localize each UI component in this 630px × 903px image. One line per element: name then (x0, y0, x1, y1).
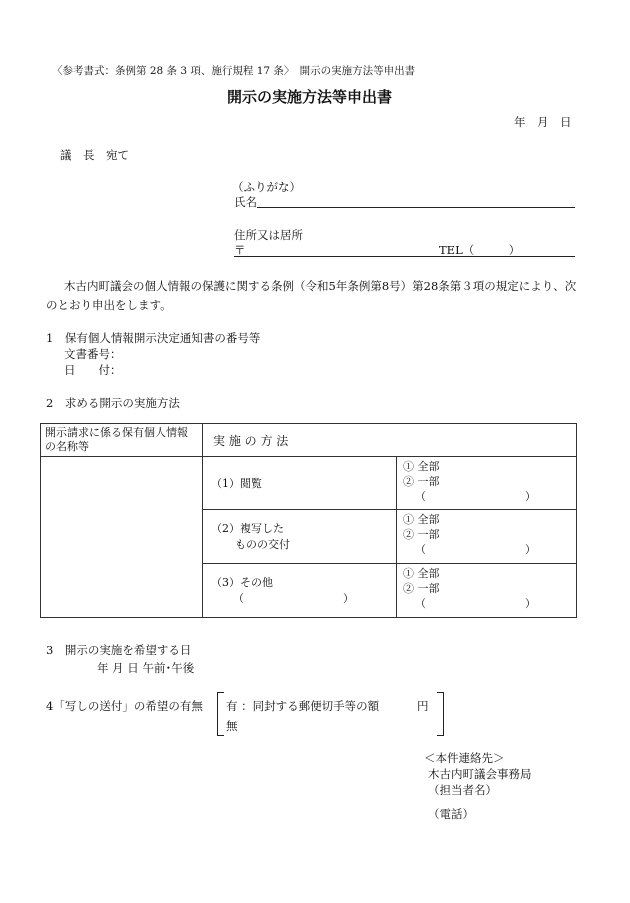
option-detail[interactable]: （ ） (415, 543, 536, 556)
postal-mark: 〒 (234, 243, 246, 257)
tel-label: TEL（ ） (439, 243, 521, 257)
document-title: 開示の実施方法等申出書 (227, 88, 393, 106)
name-underline (257, 207, 575, 208)
name-label: 氏名 (234, 195, 257, 209)
yen-unit: 円 (417, 699, 429, 713)
method-1-label: （1）閲覧 (211, 477, 262, 490)
option-detail[interactable]: （ ） (415, 597, 536, 610)
option-all[interactable]: ① 全部 (403, 460, 440, 473)
method-3-label: （3）その他 (211, 575, 273, 589)
info-name-cell[interactable] (41, 457, 203, 618)
method-2-cell (203, 510, 397, 564)
method-2-label: （2）複写した (211, 521, 284, 535)
bracket-left (217, 692, 224, 736)
method-2-label-2: ものの交付 (235, 537, 290, 551)
send-no-option[interactable]: 無 (226, 719, 238, 733)
contact-phone: （電話） (428, 807, 474, 821)
contact-person: （担当者名） (428, 783, 497, 797)
option-part[interactable]: ② 一部 (403, 528, 440, 541)
option-part[interactable]: ② 一部 (403, 475, 440, 488)
info-name-header: 開示請求に係る保有個人情報の名称等 (41, 424, 203, 457)
method-3-cell (203, 564, 397, 618)
desired-date[interactable]: 年 月 日 午前･午後 (97, 661, 195, 675)
bracket-right (437, 692, 444, 736)
section3-heading: 3 開示の実施を希望する日 (46, 643, 192, 657)
method-table (40, 423, 577, 618)
furigana-label: （ふりがな） (232, 180, 301, 194)
date-field: 年 月 日 (514, 115, 572, 129)
section4-heading: 4「写しの送付」の希望の有無 (46, 699, 203, 713)
method-1-cell (203, 457, 397, 510)
method-1-options[interactable] (397, 457, 577, 510)
contact-label: ＜本件連絡先＞ (424, 751, 505, 765)
addressee: 議 長 宛て (60, 148, 129, 162)
method-3-options[interactable] (397, 564, 577, 618)
option-all[interactable]: ① 全部 (403, 567, 440, 580)
contact-office: 木古内町議会事務局 (428, 767, 532, 781)
option-all[interactable]: ① 全部 (403, 513, 440, 526)
intro-line-2: のとおり申出をします。 (46, 298, 172, 312)
doc-date-label: 日 付： (64, 363, 122, 377)
method-3-other-detail[interactable]: （ ） (233, 591, 354, 605)
method-2-options[interactable] (397, 510, 577, 564)
doc-number-label: 文書番号： (64, 347, 122, 361)
method-header: 実 施 の 方 法 (203, 424, 577, 457)
intro-line-1: 木古内町議会の個人情報の保護に関する条例（令和5年条例第8号）第28条第３項の規定により、次 (64, 279, 577, 293)
option-detail[interactable]: （ ） (415, 490, 536, 503)
reference-note: 〈参考書式：条例第 28 条 3 項、施行規程 17 条〉 開示の実施方法等申出書 (52, 65, 416, 77)
section2-heading: 2 求める開示の実施方法 (46, 396, 180, 410)
option-part[interactable]: ② 一部 (403, 582, 440, 595)
section1-heading: 1 保有個人情報開示決定通知書の番号等 (46, 331, 261, 345)
address-label: 住所又は居所 (234, 228, 303, 242)
send-yes-option[interactable]: 有 ：同封する郵便切手等の額 (226, 699, 380, 713)
address-underline (234, 256, 575, 257)
